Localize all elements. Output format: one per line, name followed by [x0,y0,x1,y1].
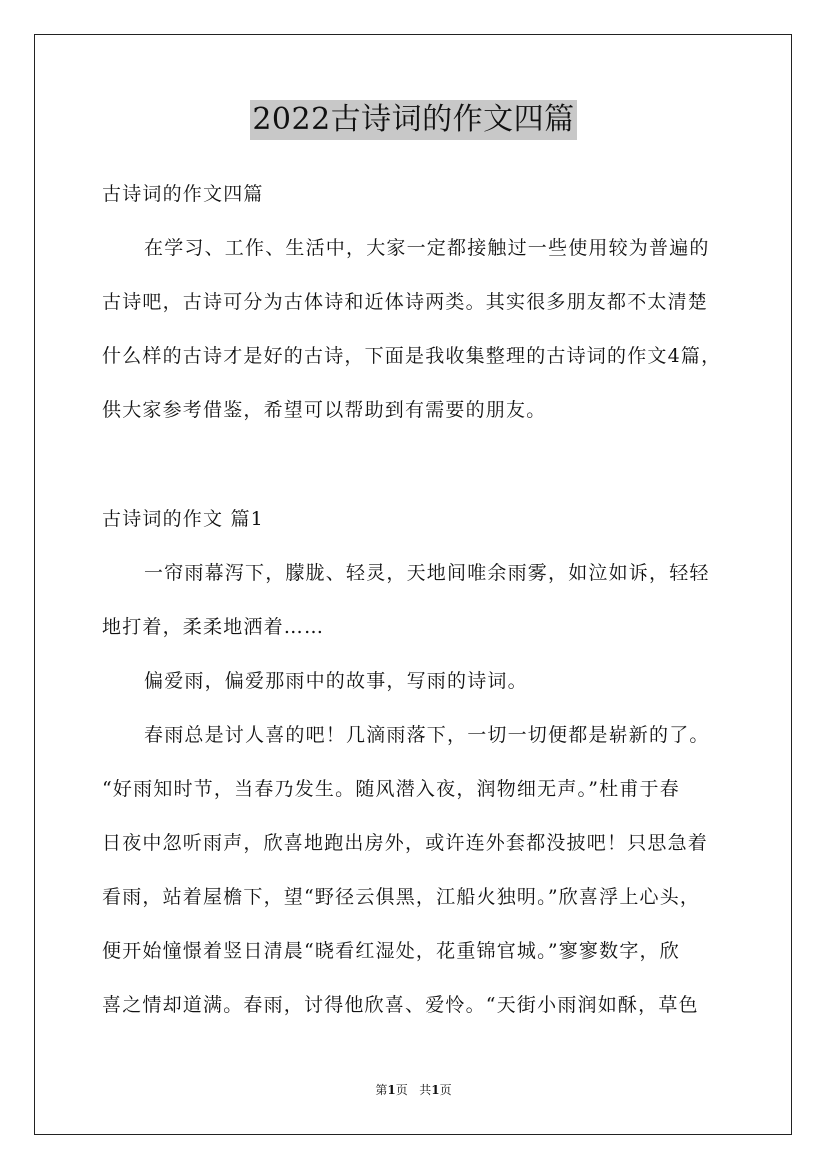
paragraph-line: 日夜中忽听雨声，欣喜地跑出房外，或许连外套都没披吧！只思急着 [102,832,709,854]
paragraph-line: 看雨，站着屋檐下，望“野径云俱黑，江船火独明。”欣喜浮上心头， [102,886,701,908]
document-subtitle: 古诗词的作文四篇 [102,183,264,205]
paragraph-line: 春雨总是讨人喜的吧！几滴雨落下，一切一切便都是崭新的了。 [144,724,710,746]
paragraph-line: 喜之情却道满。春雨，讨得他欣喜、爱怜。“天街小雨润如酥，草色 [102,994,699,1016]
footer-page-label: 页 [395,1083,408,1097]
intro-line: 在学习、工作、生活中，大家一定都接触过一些使用较为普遍的 [144,237,710,259]
intro-line: 什么样的古诗才是好的古诗，下面是我收集整理的古诗词的作文4篇， [102,345,722,367]
paragraph-line: 一帘雨幕泻下，朦胧、轻灵，天地间唯余雨雾，如泣如诉，轻轻 [144,562,710,584]
footer-prefix: 第 [375,1083,388,1097]
document-title: 2022古诗词的作文四篇 [250,100,576,140]
intro-line: 古诗吧，古诗可分为古体诗和近体诗两类。其实很多朋友都不太清楚 [102,291,709,313]
footer-total-pages: 1 [431,1083,440,1097]
intro-line: 供大家参考借鉴，希望可以帮助到有需要的朋友。 [102,399,547,421]
paragraph-line: 地打着，柔柔地洒着…… [102,616,325,638]
footer-page-number: 1 [387,1083,396,1097]
paragraph-line: 便开始憧憬着竖日清晨“晓看红湿处，花重锦官城。”寥寥数字，欣 [102,940,680,962]
footer-total-label: 页 [439,1083,452,1097]
paragraph-line: “好雨知时节，当春乃发生。随风潜入夜，润物细无声。”杜甫于春 [102,778,680,800]
title-container [0,100,827,140]
section-heading: 古诗词的作文 篇1 [102,508,264,530]
paragraph-line: 偏爱雨，偏爱那雨中的故事，写雨的诗词。 [144,670,528,692]
footer-separator: 共 [407,1083,432,1097]
page-footer [0,1082,827,1098]
